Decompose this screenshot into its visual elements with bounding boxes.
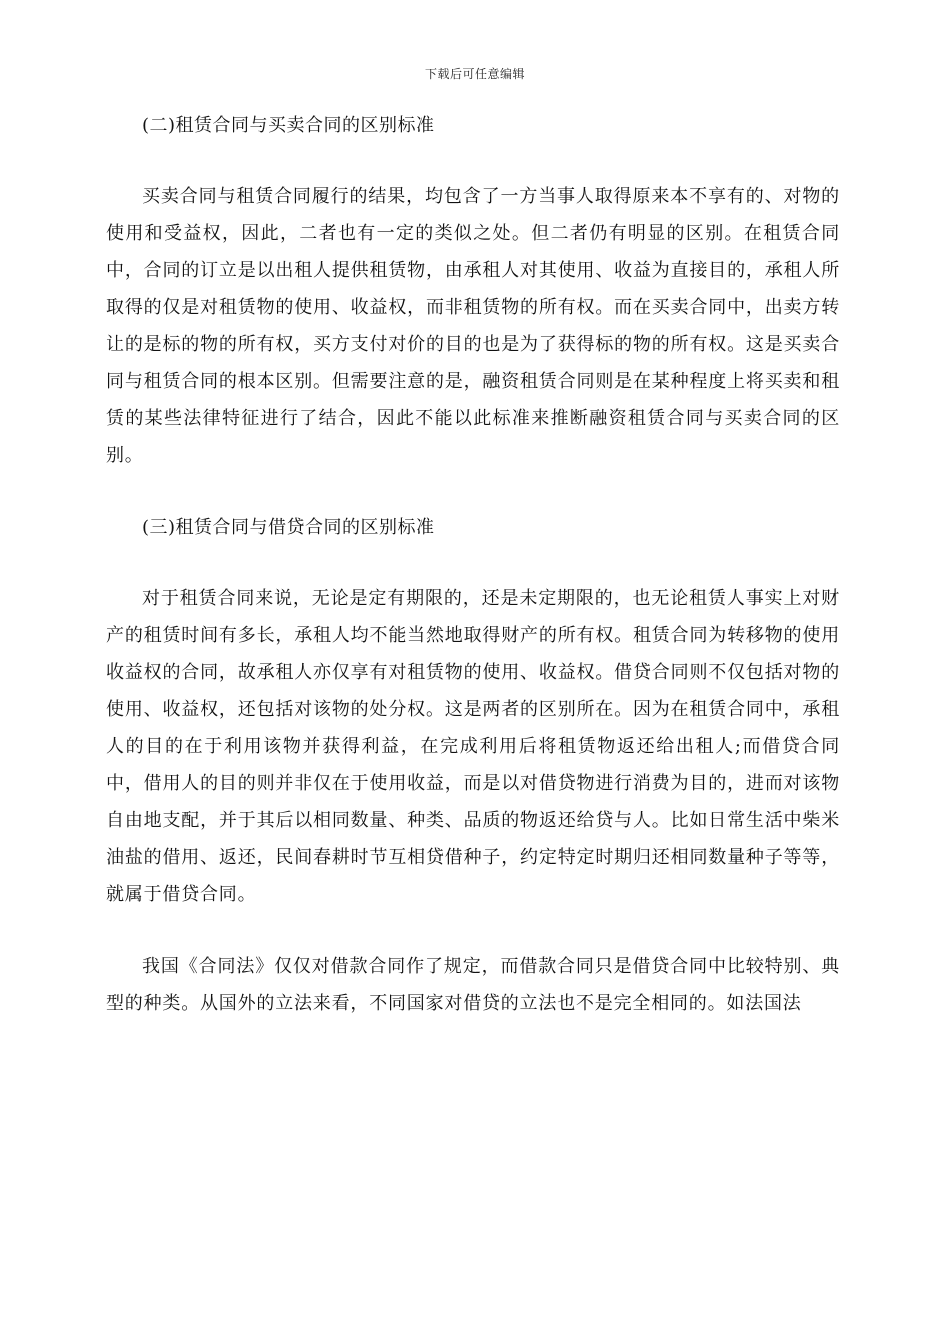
section-heading-lease-vs-loan: (三)租赁合同与借贷合同的区别标准 [142, 517, 435, 538]
paragraph-lease-vs-loan: 对于租赁合同来说，无论是定有期限的，还是未定期限的，也无论租赁人事实上对财产的租赁时间有多长，承租人均不能当然地取得财产的所有权。租赁合同为转移物的使用收益权的合同，故承租人亦仅享有对租赁物的使用、收益权。借贷合同则不仅包括对物的使用、收益权，还包括对该物的处分权。这是两者的区别所在。因为在租赁合同中，承租人的目的在于利用该物并获得利益，在完成利用后将租赁物返还给出租人;而借贷合同中，借用人的目的则并非仅在于使用收益，而是以对借贷物进行消费为目的，进而对该物自由地支配，并于其后以相同数量、种类、品质的物返还给贷与人。比如日常生活中柴米油盐的借用、返还，民间春耕时节互相贷借种子，约定特定时期归还相同数量种子等等，就属于借贷合同。 [106, 588, 840, 905]
paragraph-contract-law: 我国《合同法》仅仅对借款合同作了规定，而借款合同只是借贷合同中比较特别、典型的种类。从国外的立法来看，不同国家对借贷的立法也不是完全相同的。如法国法 [106, 956, 840, 1014]
section-heading-lease-vs-sale: (二)租赁合同与买卖合同的区别标准 [142, 115, 435, 136]
document-body [106, 107, 840, 1022]
header-note: 下载后可任意编辑 [424, 67, 525, 81]
paragraph-lease-vs-sale: 买卖合同与租赁合同履行的结果，均包含了一方当事人取得原来本不享有的、对物的使用和受益权，因此，二者也有一定的类似之处。但二者仍有明显的区别。在租赁合同中，合同的订立是以出租人提供租赁物，由承租人对其使用、收益为直接目的，承租人所取得的仅是对租赁物的使用、收益权，而非租赁物的所有权。而在买卖合同中，出卖方转让的是标的物的所有权，买方支付对价的目的也是为了获得标的物的所有权。这是买卖合同与租赁合同的根本区别。但需要注意的是，融资租赁合同则是在某种程度上将买卖和租赁的某些法律特征进行了结合，因此不能以此标准来推断融资租赁合同与买卖合同的区别。 [106, 186, 840, 466]
